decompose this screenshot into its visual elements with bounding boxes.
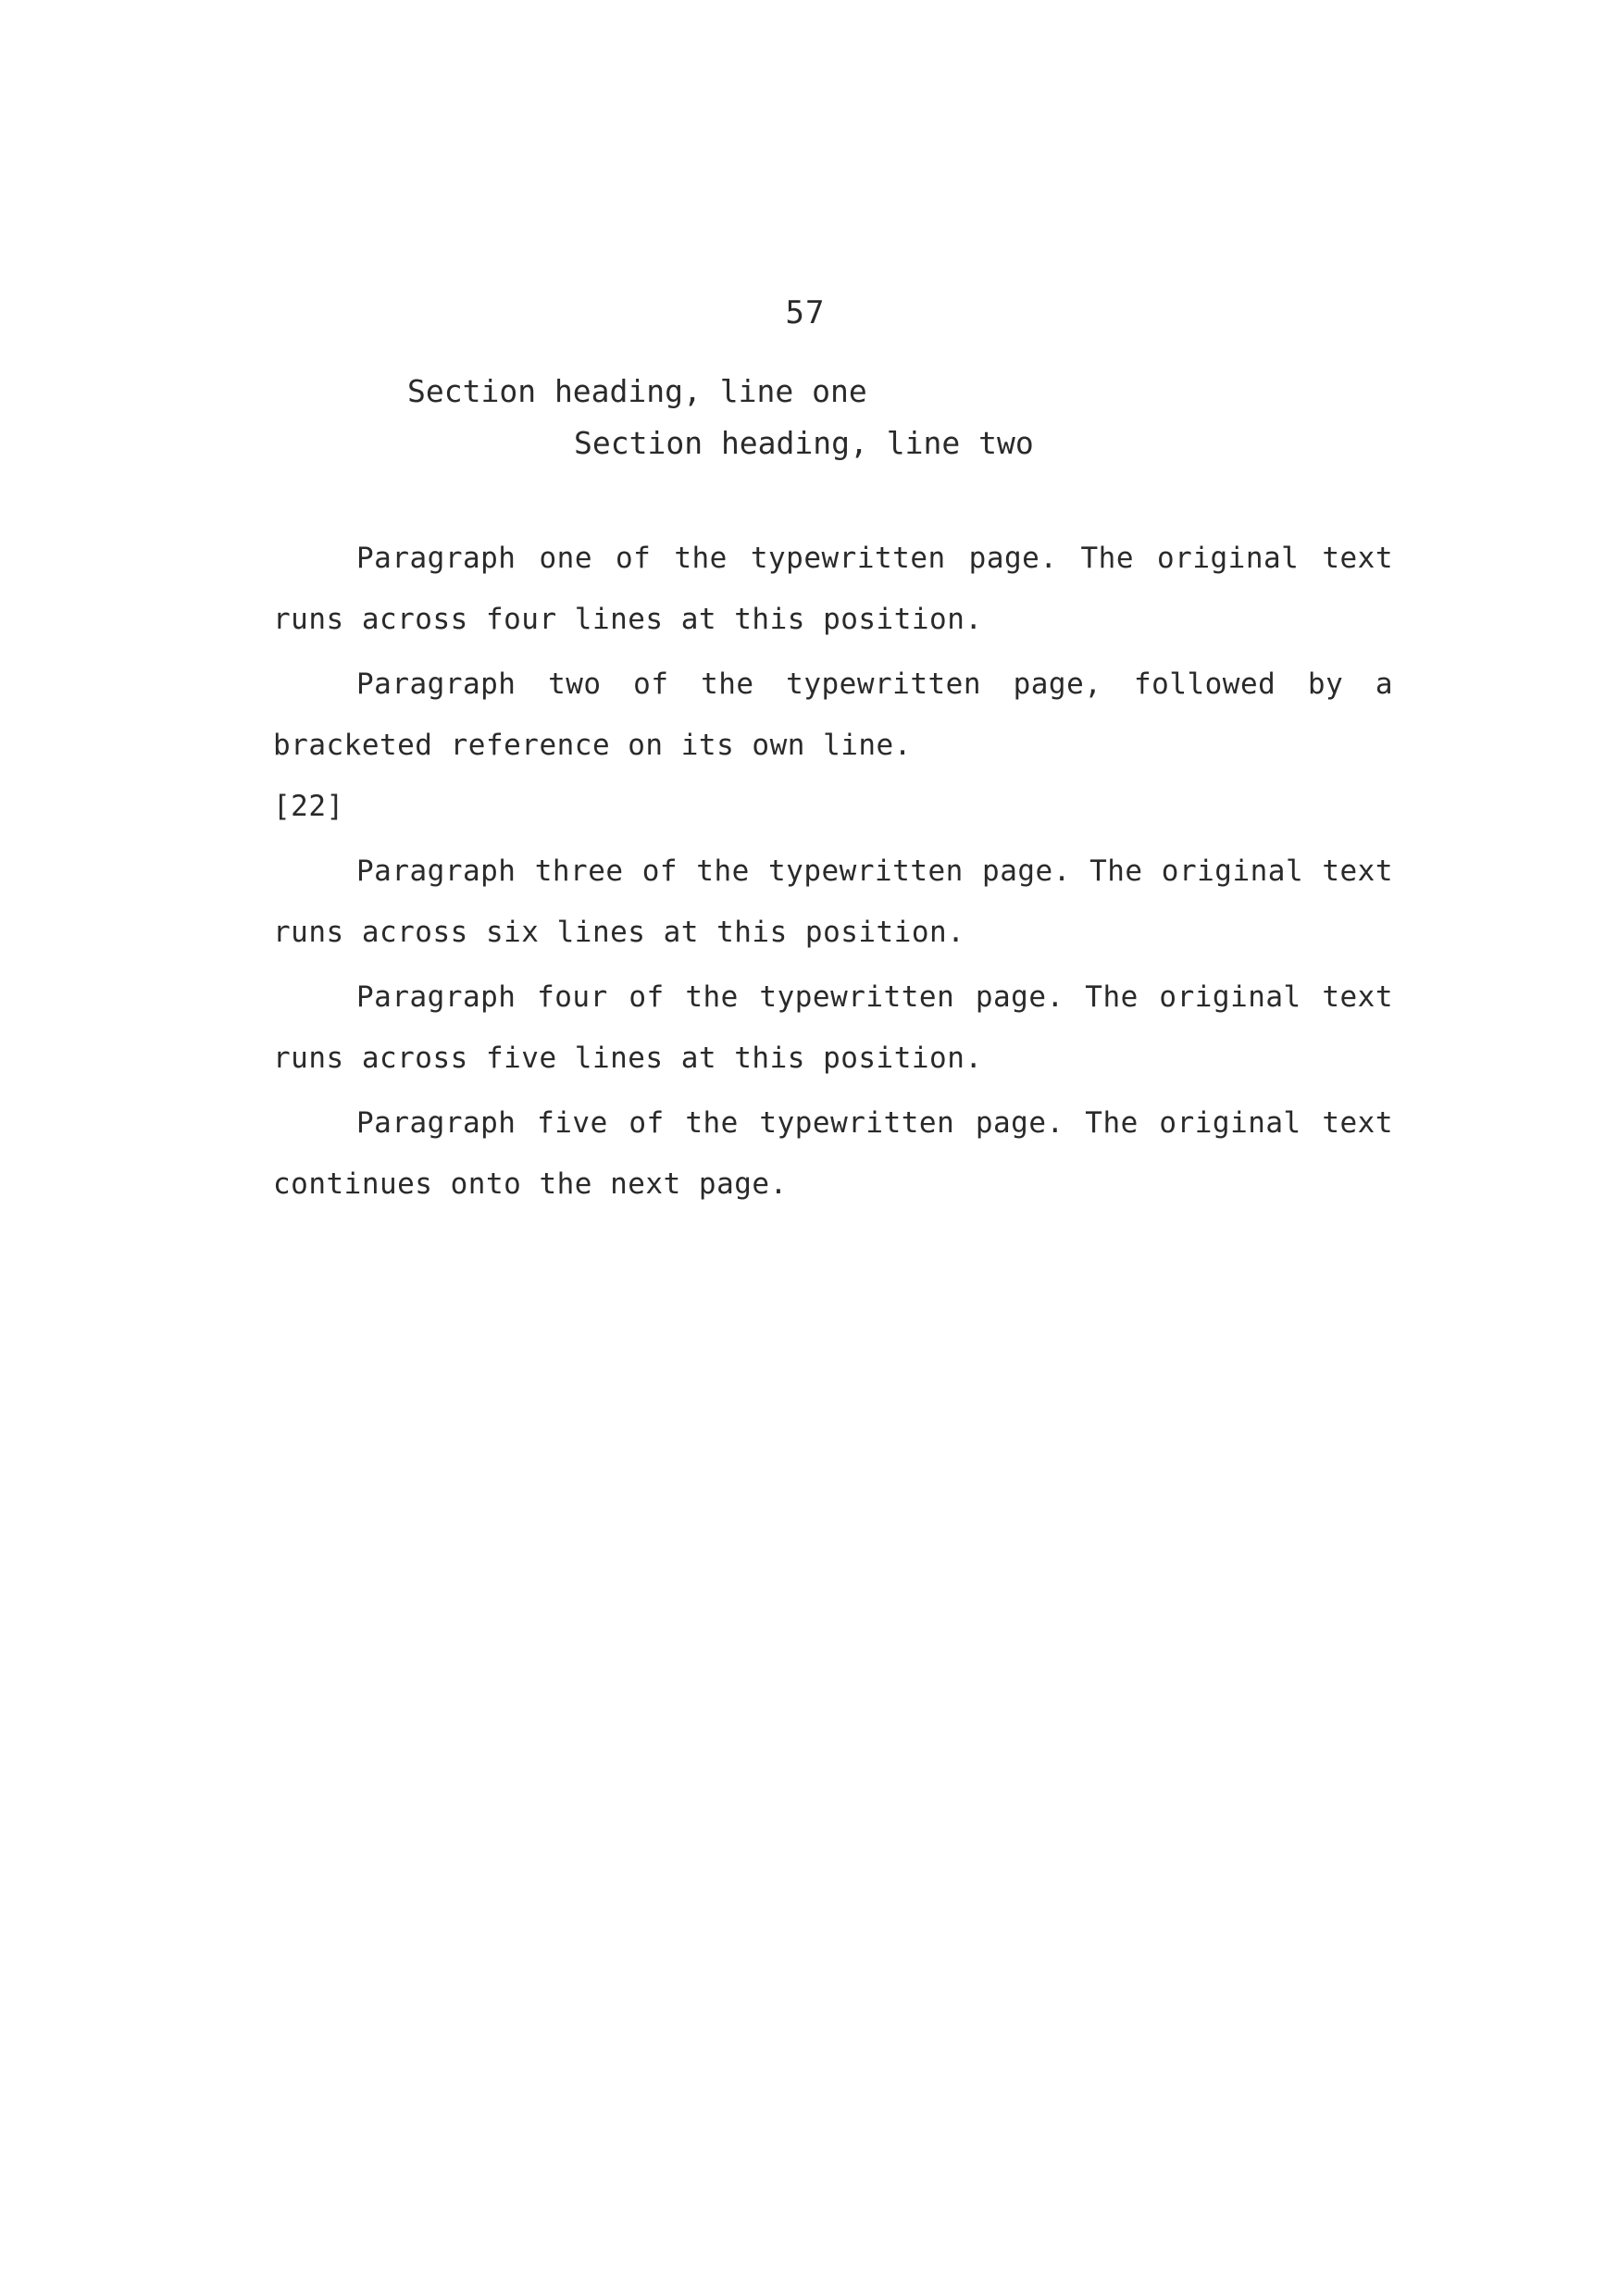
paragraph-1: Paragraph one of the typewritten page. The original text runs across four lines at this position. [273,542,1393,636]
section-heading [352,366,1462,469]
section-heading-line-2: Section heading, line two [574,425,1034,461]
page-number: 57 [785,294,826,331]
citation-reference: [22] [273,790,344,823]
paragraph-5: Paragraph five of the typewritten page. The original text continues onto the next page. [273,1106,1393,1201]
section-heading-line-1: Section heading, line one [407,373,867,409]
paragraph-2-text: Paragraph two of the typewritten page, followed by a bracketed reference on its own line. [273,668,1393,762]
body-text [273,528,1393,1215]
paragraph-3: Paragraph three of the typewritten page. The original text runs across six lines at this position. [273,855,1393,949]
paragraph-4: Paragraph four of the typewritten page. The original text runs across five lines at this position. [273,980,1393,1075]
paragraph-2 [273,654,1393,837]
